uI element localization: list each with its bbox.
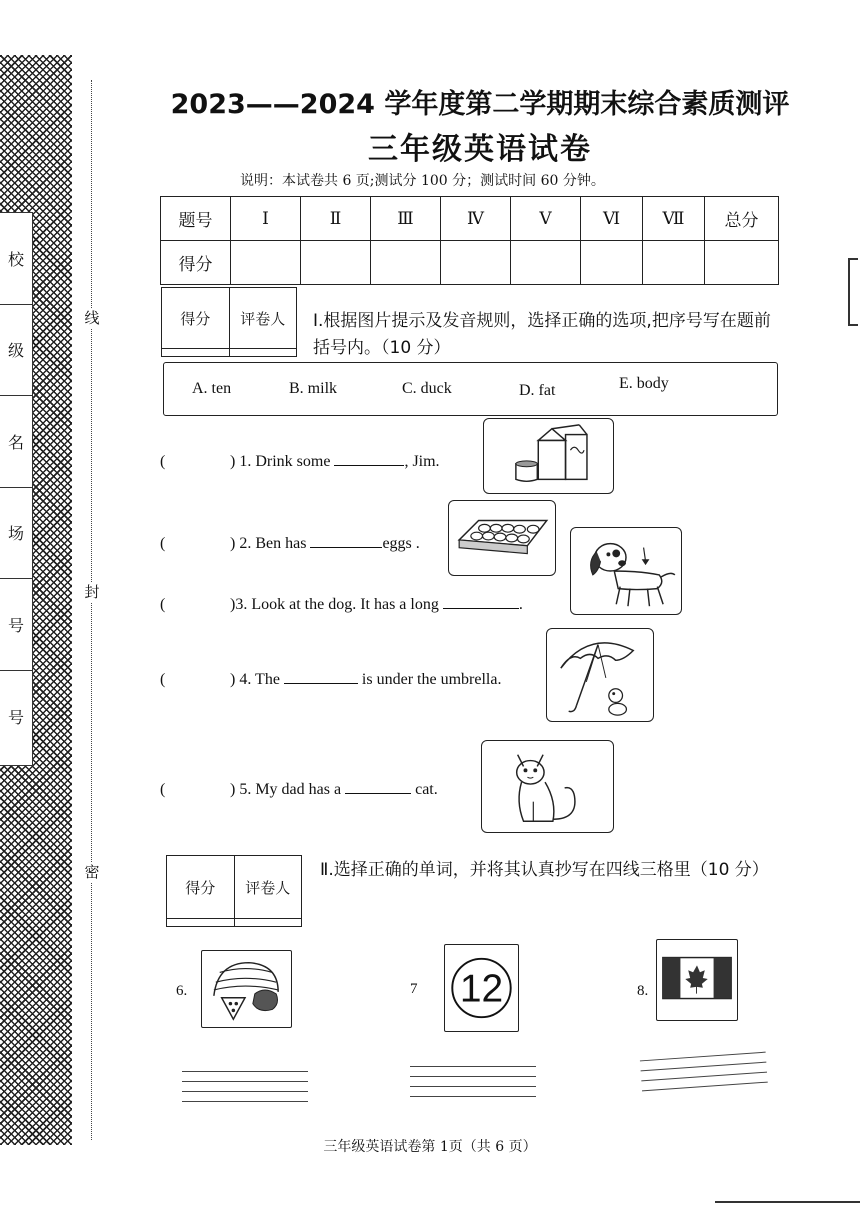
score-header-cell: Ⅲ xyxy=(371,197,441,241)
milk-carton-cup-icon xyxy=(483,418,614,494)
cat-icon xyxy=(481,740,614,833)
word-options-box xyxy=(163,362,778,416)
fill-blank[interactable] xyxy=(310,533,382,548)
grader-score-label: 得分 xyxy=(167,856,235,919)
question-text-after: cat. xyxy=(415,781,438,798)
page-footer: 三年级英语试卷第 1页（共 6 页） xyxy=(323,1139,537,1155)
option-a: A. ten xyxy=(192,380,232,397)
item-8-number: 8. xyxy=(637,983,649,999)
score-row-label: 得分 xyxy=(161,241,231,285)
item-6-number: 6. xyxy=(176,983,188,999)
watermelon-icon xyxy=(201,950,292,1028)
question-text: ) 2. Ben has xyxy=(230,535,307,552)
answer-paren[interactable]: ( xyxy=(160,781,166,798)
fold-char-secret: 密 xyxy=(82,862,102,882)
fold-char-line: 线 xyxy=(82,308,102,328)
fold-char-seal: 封 xyxy=(82,582,102,602)
section2-heading: Ⅱ.选择正确的单词，并将其认真抄写在四线三格里（10 分） xyxy=(320,860,769,880)
question-1 xyxy=(160,451,440,471)
grader-box-section1 xyxy=(161,287,297,357)
info-field-room: 场 xyxy=(0,488,32,580)
score-header-cell: Ⅴ xyxy=(511,197,581,241)
answer-paren[interactable]: ( xyxy=(160,596,166,613)
egg-tray-icon xyxy=(448,500,556,576)
question-text: ) 1. Drink some xyxy=(230,453,331,470)
score-input-cell[interactable] xyxy=(371,241,441,285)
score-header-cell: Ⅳ xyxy=(441,197,511,241)
section1-heading: Ⅰ.根据图片提示及发音规则，选择正确的选项,把序号写在题前括号内。（10 分） xyxy=(313,311,771,358)
info-field-seat: 号 xyxy=(0,579,32,671)
exam-title: 2023——2024 学年度第二学期期末综合素质测评 xyxy=(170,89,790,120)
question-2 xyxy=(160,533,420,553)
grader-name-label: 评卷人 xyxy=(234,856,302,919)
fill-blank[interactable] xyxy=(443,594,519,609)
grader-box-section2 xyxy=(166,855,302,927)
exam-instruction: 说明：本试卷共 6 页;测试分 100 分；测试时间 60 分钟。 xyxy=(240,173,605,189)
info-field-class: 级 xyxy=(0,305,32,397)
score-input-cell[interactable] xyxy=(301,241,371,285)
question-text: ) 5. My dad has a xyxy=(230,781,342,798)
grader-name-cell[interactable] xyxy=(229,349,297,357)
score-input-cell[interactable] xyxy=(581,241,643,285)
score-header-cell: Ⅶ xyxy=(643,197,705,241)
info-field-id: 号 xyxy=(7,707,24,727)
info-field-name: 名 xyxy=(0,396,32,488)
exam-subtitle: 三年级英语试卷 xyxy=(368,132,592,167)
info-field-school: 校 xyxy=(0,213,32,305)
grader-name-label: 评卷人 xyxy=(229,288,297,349)
question-text: ) 4. The xyxy=(230,671,280,688)
question-text: )3. Look at the dog. It has a long xyxy=(230,596,439,613)
grader-score-cell[interactable] xyxy=(162,349,230,357)
question-3 xyxy=(160,594,523,614)
answer-paren[interactable]: ( xyxy=(160,671,166,688)
number-twelve-icon xyxy=(444,944,519,1032)
fold-line xyxy=(91,80,92,1140)
writing-lines-6[interactable] xyxy=(182,1071,308,1107)
score-header-cell: Ⅱ xyxy=(301,197,371,241)
score-input-cell[interactable] xyxy=(705,241,779,285)
question-4 xyxy=(160,669,501,689)
option-d: D. fat xyxy=(519,382,556,399)
fill-blank[interactable] xyxy=(334,451,404,466)
score-header-cell: Ⅰ xyxy=(231,197,301,241)
canada-flag-icon xyxy=(656,939,738,1021)
grader-score-cell[interactable] xyxy=(167,919,235,927)
score-table-header-row xyxy=(161,197,779,241)
writing-lines-7[interactable] xyxy=(410,1066,536,1102)
question-text-after: is under the umbrella. xyxy=(361,671,502,688)
score-table-score-row xyxy=(161,241,779,285)
grader-score-label: 得分 xyxy=(162,288,230,349)
answer-paren[interactable]: ( xyxy=(160,453,166,470)
number-twelve-text: 12 xyxy=(459,967,504,1011)
writing-lines-8[interactable] xyxy=(640,1052,768,1097)
duck-under-umbrella-icon xyxy=(546,628,654,722)
student-info-box xyxy=(0,212,33,766)
score-table xyxy=(160,196,779,285)
score-input-cell[interactable] xyxy=(643,241,705,285)
score-header-cell: Ⅵ xyxy=(581,197,643,241)
question-5 xyxy=(160,779,438,799)
score-input-cell[interactable] xyxy=(231,241,301,285)
score-input-cell[interactable] xyxy=(511,241,581,285)
option-e: E. body xyxy=(619,375,669,392)
option-b: B. milk xyxy=(289,380,338,397)
item-7-number: 7 xyxy=(410,981,418,997)
score-header-cell: 题号 xyxy=(161,197,231,241)
question-text-after: eggs . xyxy=(382,535,420,552)
scan-edge-bracket xyxy=(848,258,858,326)
score-input-cell[interactable] xyxy=(441,241,511,285)
question-text-after: , Jim. xyxy=(404,453,440,470)
scan-edge-line xyxy=(715,1201,860,1203)
option-c: C. duck xyxy=(402,380,452,397)
dog-icon xyxy=(570,527,682,615)
fill-blank[interactable] xyxy=(345,779,411,794)
grader-name-cell[interactable] xyxy=(234,919,302,927)
score-header-cell: 总分 xyxy=(705,197,779,241)
question-text-after: . xyxy=(518,596,523,613)
answer-paren[interactable]: ( xyxy=(160,535,166,552)
fill-blank[interactable] xyxy=(284,669,358,684)
